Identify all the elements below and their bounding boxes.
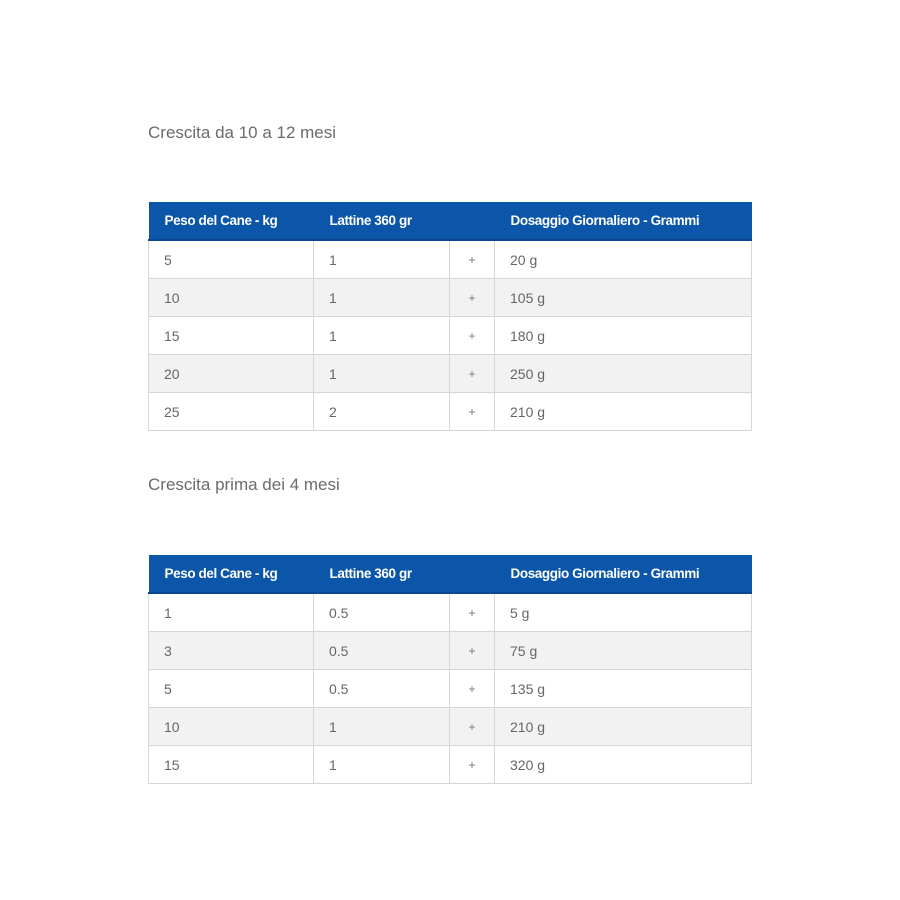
cell-lattine: 0.5 [314, 632, 450, 670]
dosage-table [148, 202, 752, 431]
cell-dosaggio: 210 g [495, 393, 752, 431]
plus-icon: + [450, 240, 495, 279]
cell-peso: 10 [149, 279, 314, 317]
cell-dosaggio: 250 g [495, 355, 752, 393]
table-row [149, 632, 752, 670]
header-dosaggio: Dosaggio Giornaliero - Grammi [495, 202, 752, 240]
cell-peso: 15 [149, 746, 314, 784]
header-peso: Peso del Cane - kg [149, 202, 314, 240]
dosage-table [148, 555, 752, 784]
cell-peso: 1 [149, 593, 314, 632]
plus-icon: + [450, 746, 495, 784]
table-row [149, 355, 752, 393]
header-peso: Peso del Cane - kg [149, 555, 314, 593]
cell-peso: 3 [149, 632, 314, 670]
cell-lattine: 1 [314, 746, 450, 784]
table-row [149, 393, 752, 431]
table-row [149, 670, 752, 708]
cell-lattine: 0.5 [314, 593, 450, 632]
cell-dosaggio: 20 g [495, 240, 752, 279]
cell-peso: 10 [149, 708, 314, 746]
plus-icon: + [450, 593, 495, 632]
plus-icon: + [450, 355, 495, 393]
header-separator [450, 202, 495, 240]
plus-icon: + [450, 708, 495, 746]
header-lattine: Lattine 360 gr [314, 555, 450, 593]
cell-lattine: 1 [314, 708, 450, 746]
plus-icon: + [450, 670, 495, 708]
table-header-row [149, 202, 752, 240]
table-row [149, 240, 752, 279]
section-title: Crescita prima dei 4 mesi [148, 475, 340, 494]
section-title: Crescita da 10 a 12 mesi [148, 123, 337, 142]
cell-lattine: 1 [314, 279, 450, 317]
cell-lattine: 2 [314, 393, 450, 431]
table-row [149, 279, 752, 317]
cell-peso: 25 [149, 393, 314, 431]
cell-dosaggio: 135 g [495, 670, 752, 708]
table-row [149, 746, 752, 784]
cell-dosaggio: 5 g [495, 593, 752, 632]
header-lattine: Lattine 360 gr [314, 202, 450, 240]
cell-peso: 20 [149, 355, 314, 393]
cell-dosaggio: 210 g [495, 708, 752, 746]
cell-lattine: 1 [314, 355, 450, 393]
header-dosaggio: Dosaggio Giornaliero - Grammi [495, 555, 752, 593]
cell-lattine: 1 [314, 317, 450, 355]
cell-dosaggio: 320 g [495, 746, 752, 784]
cell-dosaggio: 75 g [495, 632, 752, 670]
plus-icon: + [450, 317, 495, 355]
table-row [149, 708, 752, 746]
cell-peso: 5 [149, 670, 314, 708]
header-separator [450, 555, 495, 593]
cell-peso: 5 [149, 240, 314, 279]
table-header-row [149, 555, 752, 593]
plus-icon: + [450, 393, 495, 431]
cell-peso: 15 [149, 317, 314, 355]
cell-lattine: 0.5 [314, 670, 450, 708]
plus-icon: + [450, 279, 495, 317]
cell-dosaggio: 180 g [495, 317, 752, 355]
table-row [149, 593, 752, 632]
cell-dosaggio: 105 g [495, 279, 752, 317]
plus-icon: + [450, 632, 495, 670]
table-row [149, 317, 752, 355]
cell-lattine: 1 [314, 240, 450, 279]
